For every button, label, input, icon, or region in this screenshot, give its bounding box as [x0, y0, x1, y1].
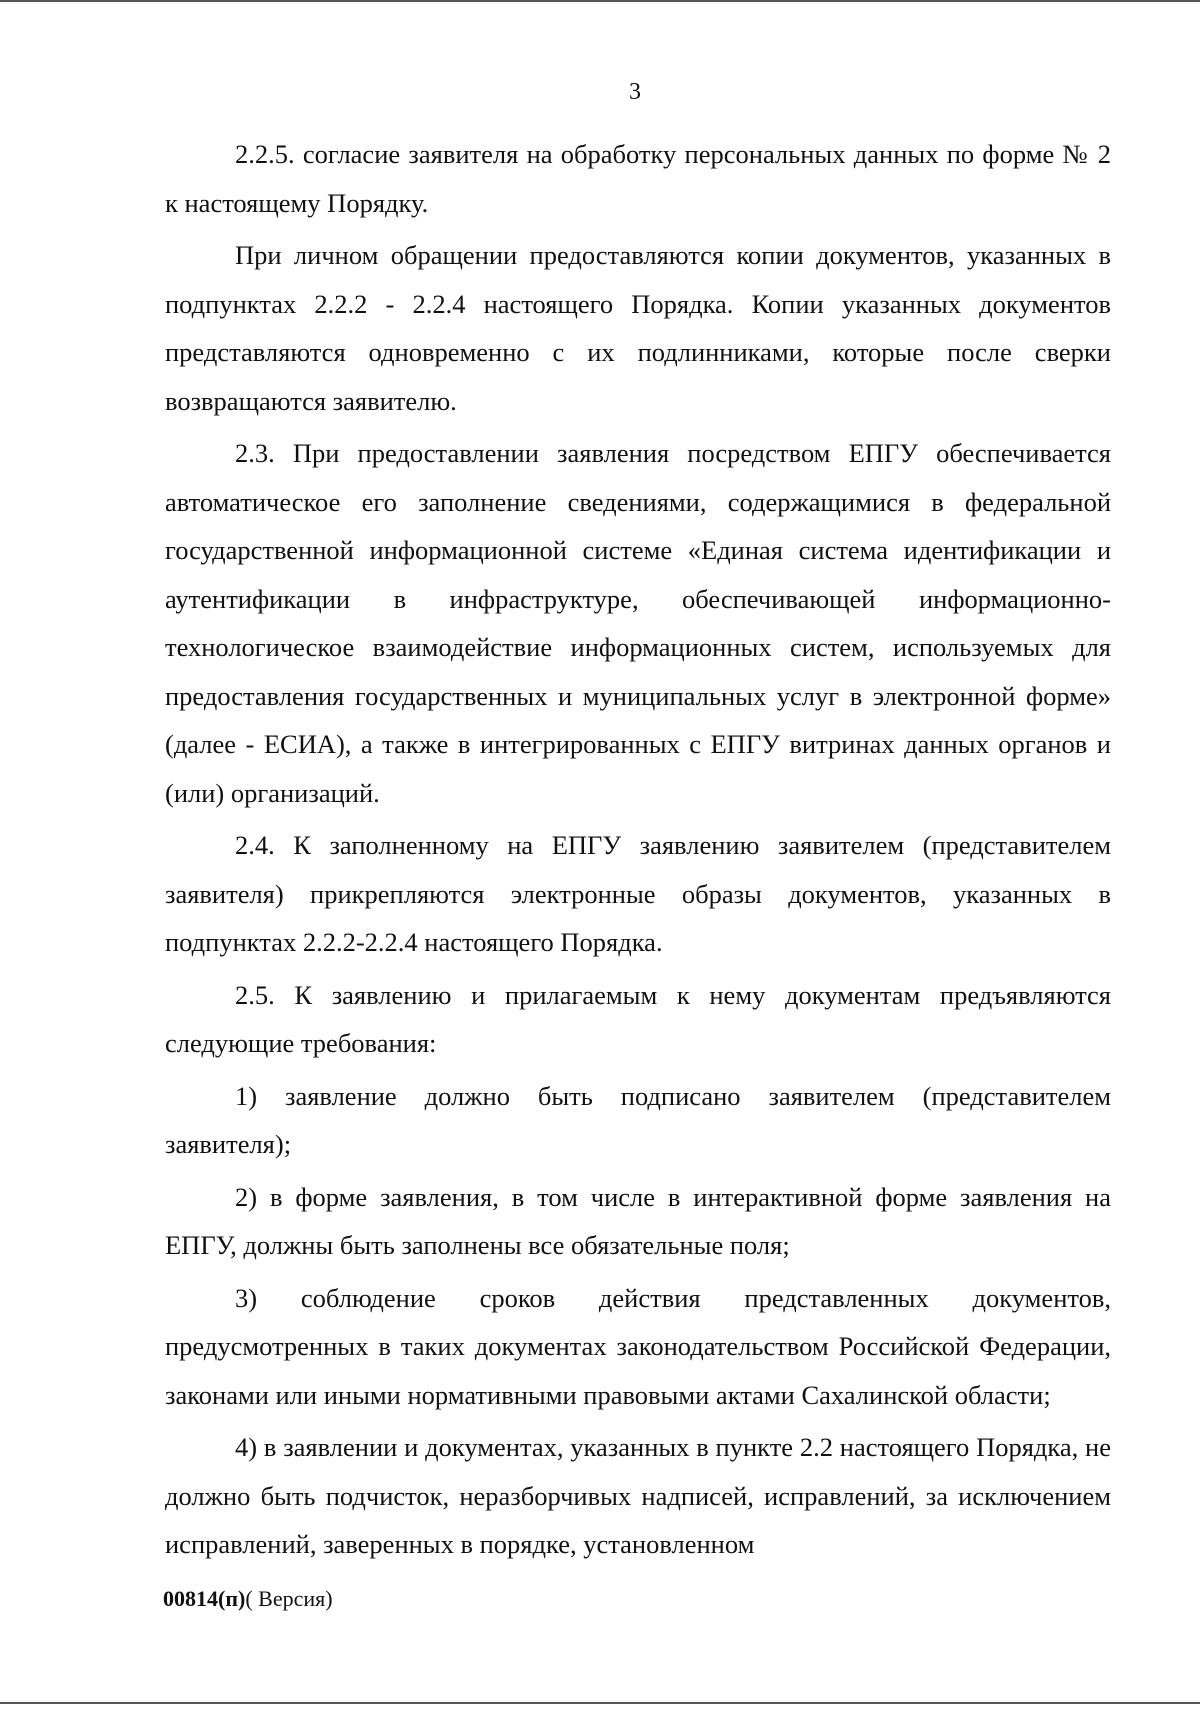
- paragraph-2-5: 2.5. К заявлению и прилагаемым к нему документам предъявляются следующие требования:: [165, 979, 1111, 1058]
- paragraph-personal-appeal: При личном обращении предоставляются копии документов, указанных в подпунктах 2.2.2 - 2.2.4 настоящего Порядка. Копии указанных документов представляются одновременно с их подлинниками, которые после сверки возвращаются заявителю.: [165, 240, 1111, 416]
- list-item-4: 4) в заявлении и документах, указанных в пункте 2.2 настоящего Порядка, не должно быть подчисток, неразборчивых надписей, исправлений, за исключением исправлений, заверенных в порядке, установленном: [165, 1432, 1111, 1559]
- page-number: 3: [629, 79, 641, 105]
- paragraph-2-2-5: 2.2.5. согласие заявителя на обработку персональных данных по форме № 2 к настоящему Порядку.: [165, 139, 1111, 218]
- list-item-3: 3) соблюдение сроков действия представленных документов, предусмотренных в таких документах законодательством Российской Федерации, законами или иными нормативными правовыми актами Сахалинской области;: [165, 1282, 1111, 1410]
- footer-code: 00814(п): [163, 1586, 246, 1611]
- list-item-1: 1) заявление должно быть подписано заявителем (представителем заявителя);: [165, 1080, 1111, 1159]
- bottom-border-line: [0, 1702, 1200, 1704]
- document-body: [165, 130, 1111, 1573]
- footer-version: ( Версия): [245, 1586, 333, 1611]
- footer-document-code: [163, 1586, 333, 1612]
- paragraph-2-4: 2.4. К заполненному на ЕПГУ заявлению заявителем (представителем заявителя) прикрепляются электронные образы документов, указанных в подпунктах 2.2.2-2.2.4 настоящего Порядка.: [165, 830, 1111, 957]
- list-item-2: 2) в форме заявления, в том числе в интерактивной форме заявления на ЕПГУ, должны быть заполнены все обязательные поля;: [165, 1181, 1111, 1260]
- paragraph-2-3: 2.3. При предоставлении заявления посредством ЕПГУ обеспечивается автоматическое его заполнение сведениями, содержащимися в федеральной государственной информационной системе «Единая система идентификации и аутентификации в инфраструктуре, обеспечивающей информационно-технологическое взаимодействие информационных систем, используемых для предоставления государственных и муниципальных услуг в электронной форме» (далее - ЕСИА), а также в интегрированных с ЕПГУ витринах данных органов и (или) организаций.: [165, 438, 1111, 808]
- top-border-line: [0, 0, 1200, 2]
